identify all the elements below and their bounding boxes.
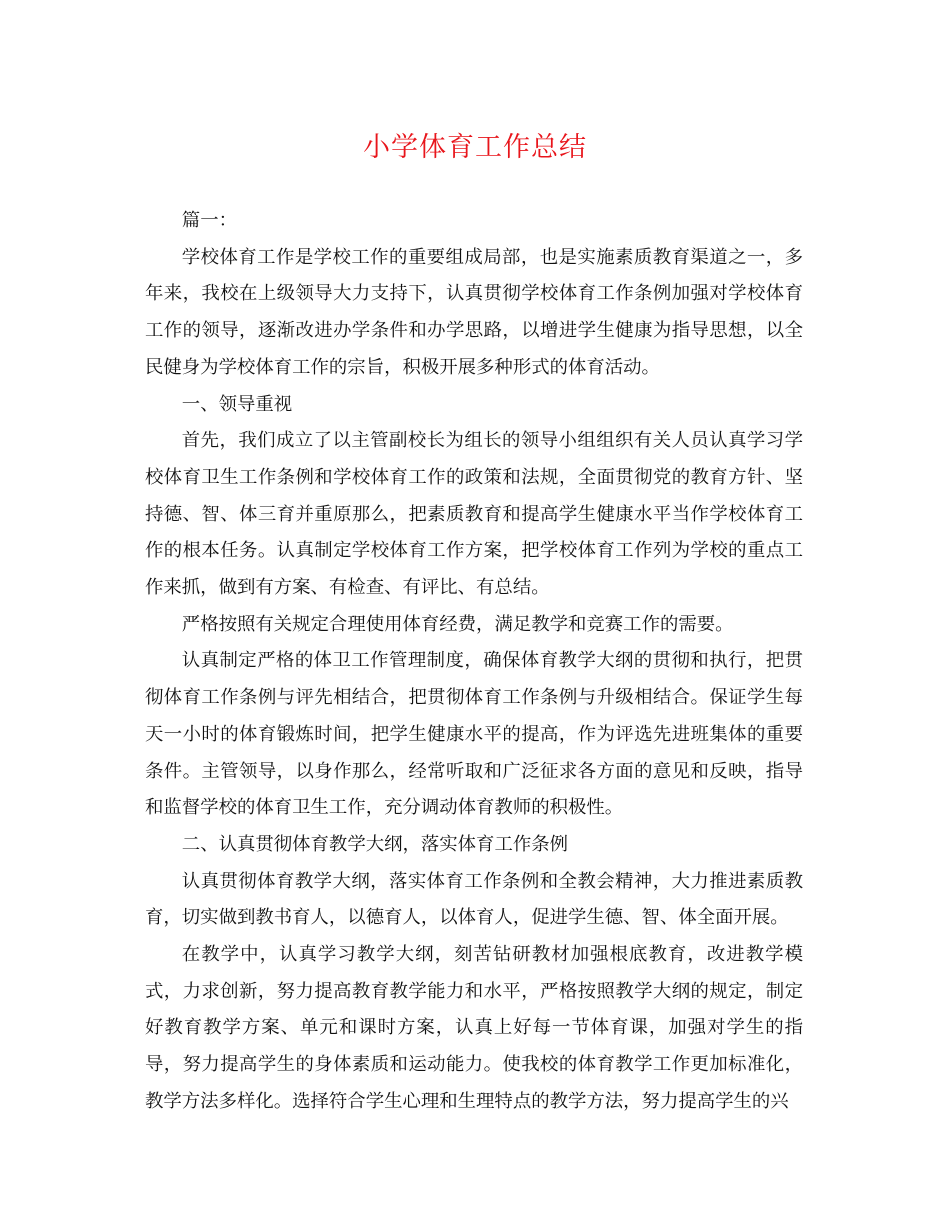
section-heading-2: 二、认真贯彻体育教学大纲，落实体育工作条例	[181, 833, 569, 855]
body-paragraph: 严格按照有关规定合理使用体育经费，满足教学和竞赛工作的需要。	[181, 613, 734, 635]
document-title: 小学体育工作总结	[363, 132, 587, 163]
document-body	[145, 203, 803, 1121]
body-paragraph: 在教学中，认真学习教学大纲，刻苦钻研教材加强根底教育，改进教学模式，力求创新，努力提高教育教学能力和水平，严格按照教学大纲的规定，制定好教育教学方案、单元和课时方案，认真上好每一节体育课，加强对学生的指导，努力提高学生的身体素质和运动能力。使我校的体育教学工作更加标准化，教学方法多样化。选择符合学生心理和生理特点的教学方法，努力提高学生的兴	[145, 944, 803, 1112]
body-paragraph: 认真贯彻体育教学大纲，落实体育工作条例和全教会精神，大力推进素质教育，切实做到教书育人，以德育人，以体育人，促进学生德、智、体全面开展。	[145, 870, 803, 929]
body-paragraph: 认真制定严格的体卫工作管理制度，确保体育教学大纲的贯彻和执行，把贯彻体育工作条例与评先相结合，把贯彻体育工作条例与升级相结合。保证学生每天一小时的体育锻炼时间，把学生健康水平的提高，作为评选先进班集体的重要条件。主管领导，以身作那么，经常听取和广泛征求各方面的意见和反映，指导和监督学校的体育卫生工作，充分调动体育教师的积极性。	[145, 650, 803, 819]
intro-paragraph: 学校体育工作是学校工作的重要组成局部，也是实施素质教育渠道之一，多年来，我校在上级领导大力支持下，认真贯彻学校体育工作条例加强对学校体育工作的领导，逐渐改进办学条件和办学思路，以增进学生健康为指导思想，以全民健身为学校体育工作的宗旨，积极开展多种形式的体育活动。	[145, 246, 803, 378]
section-heading-1: 一、领导重视	[181, 393, 293, 415]
body-paragraph: 首先，我们成立了以主管副校长为组长的领导小组组织有关人员认真学习学校体育卫生工作条例和学校体育工作的政策和法规，全面贯彻党的教育方针、坚持德、智、体三育并重原那么，把素质教育和提高学生健康水平当作学校体育工作的根本任务。认真制定学校体育工作方案，把学校体育工作列为学校的重点工作来抓，做到有方案、有检查、有评比、有总结。	[145, 430, 803, 599]
section-label: 篇一：	[181, 210, 237, 231]
